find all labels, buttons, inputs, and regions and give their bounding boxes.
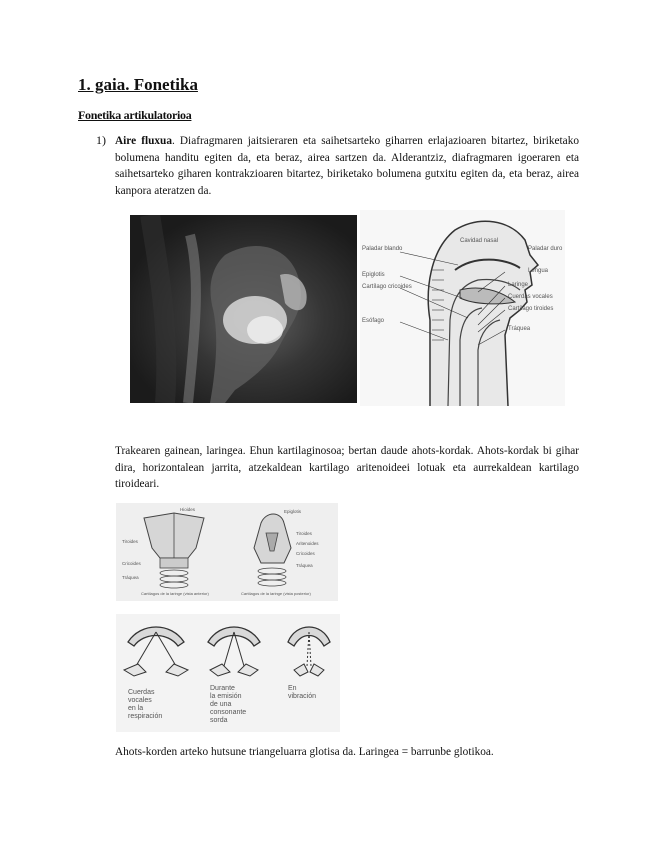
label-lengua: Lengua (528, 268, 549, 274)
glottis-caption-3-line-2: vibración (288, 693, 317, 700)
label-laringe: Laringe (508, 282, 529, 288)
label-cavidad-nasal: Cavidad nasal (460, 238, 499, 244)
glottis-positions-figure (116, 614, 340, 732)
glottis-positions-graphic (116, 614, 340, 732)
larynx-cartilage-figure (116, 503, 338, 601)
head-cross-section-diagram (360, 210, 565, 406)
section-subtitle: Fonetika artikulatorioa (78, 108, 192, 122)
mri-scan-graphic (130, 215, 357, 403)
glottis-caption-2-line-3: de una (210, 701, 232, 708)
label-right-5: Tráquea (296, 563, 313, 568)
mri-image (130, 215, 357, 403)
air-flow-text: . Diafragmaren jaitsieraren eta saihetsarteko giharren erlajazioaren bitartez, biriketako bolumena handitu egiten da, eta beraz, airea sartzen da. Alderantziz, diafragmaren igoeraren eta saihetsarteko giharen kontrakzioaren bitartez, biriketako bolumena gutxitu egiten da, eta beraz, airea kanpora ateratzen da. (115, 135, 579, 197)
label-left-1: Hioides (180, 507, 196, 512)
head-diagram-graphic (360, 210, 565, 406)
list-number: 1) (96, 133, 106, 147)
paragraph-larynx: Trakearen gainean, laringea. Ehun kartilaginosoa; bertan daude ahots-kordak. Ahots-kordak bi gihar dira, horizontalean jarrita, atzekaldean kartilago aritenoideei lotuak eta aurrekaldean kartilago tiroideari. (115, 445, 579, 491)
label-right-4: Cricoides (296, 551, 315, 556)
label-right-1: Epiglotis (284, 509, 302, 514)
page-title: 1. gaia. Fonetika (78, 75, 198, 94)
glottis-caption-2-line-5: sorda (210, 717, 228, 724)
label-right-2: Tiroides (296, 531, 312, 536)
term-air-flow: Aire fluxua (115, 135, 172, 147)
label-cricoides: Cartílago cricoides (362, 284, 412, 290)
glottis-caption-2-line-2: la emisión (210, 693, 242, 700)
left-caption: Cartílagos de la laringe (vista anterior) (141, 591, 209, 596)
label-cuerdas-vocales: Cuerdas vocales (508, 294, 553, 300)
label-traquea: Tráquea (508, 326, 531, 332)
glottis-caption-1-line-2: vocales (128, 697, 152, 704)
glottis-caption-3-line-1: En (288, 685, 297, 692)
paragraph-glottis: Ahots-korden arteko hutsune triangeluarra glotisa da. Laringea = barrunbe glotikoa. (115, 746, 494, 758)
paragraph-air-flow (115, 133, 579, 199)
glottis-caption-1-line-3: en la (128, 705, 144, 712)
glottis-caption-2-line-1: Durante (210, 685, 235, 692)
label-right-3: Aritenoides (296, 541, 319, 546)
label-paladar-duro: Paladar duro (528, 246, 563, 252)
glottis-caption-1-line-1: Cuerdas (128, 689, 155, 696)
label-esofago: Esófago (362, 318, 385, 324)
label-tiroides: Cartílago tiroides (508, 306, 554, 312)
label-epiglotis: Epiglotis (362, 272, 385, 278)
larynx-cartilage-graphic (116, 503, 338, 601)
label-left-3: Cricoides (122, 561, 141, 566)
right-caption: Cartílagos de la laringe (vista posterior) (241, 591, 311, 596)
label-paladar-blando: Paladar blando (362, 246, 403, 252)
glottis-caption-1-line-4: respiración (128, 713, 163, 720)
label-left-2: Tiroides (122, 539, 138, 544)
label-left-4: Tráquea (122, 575, 139, 580)
glottis-caption-2-line-4: consonante (210, 709, 247, 716)
